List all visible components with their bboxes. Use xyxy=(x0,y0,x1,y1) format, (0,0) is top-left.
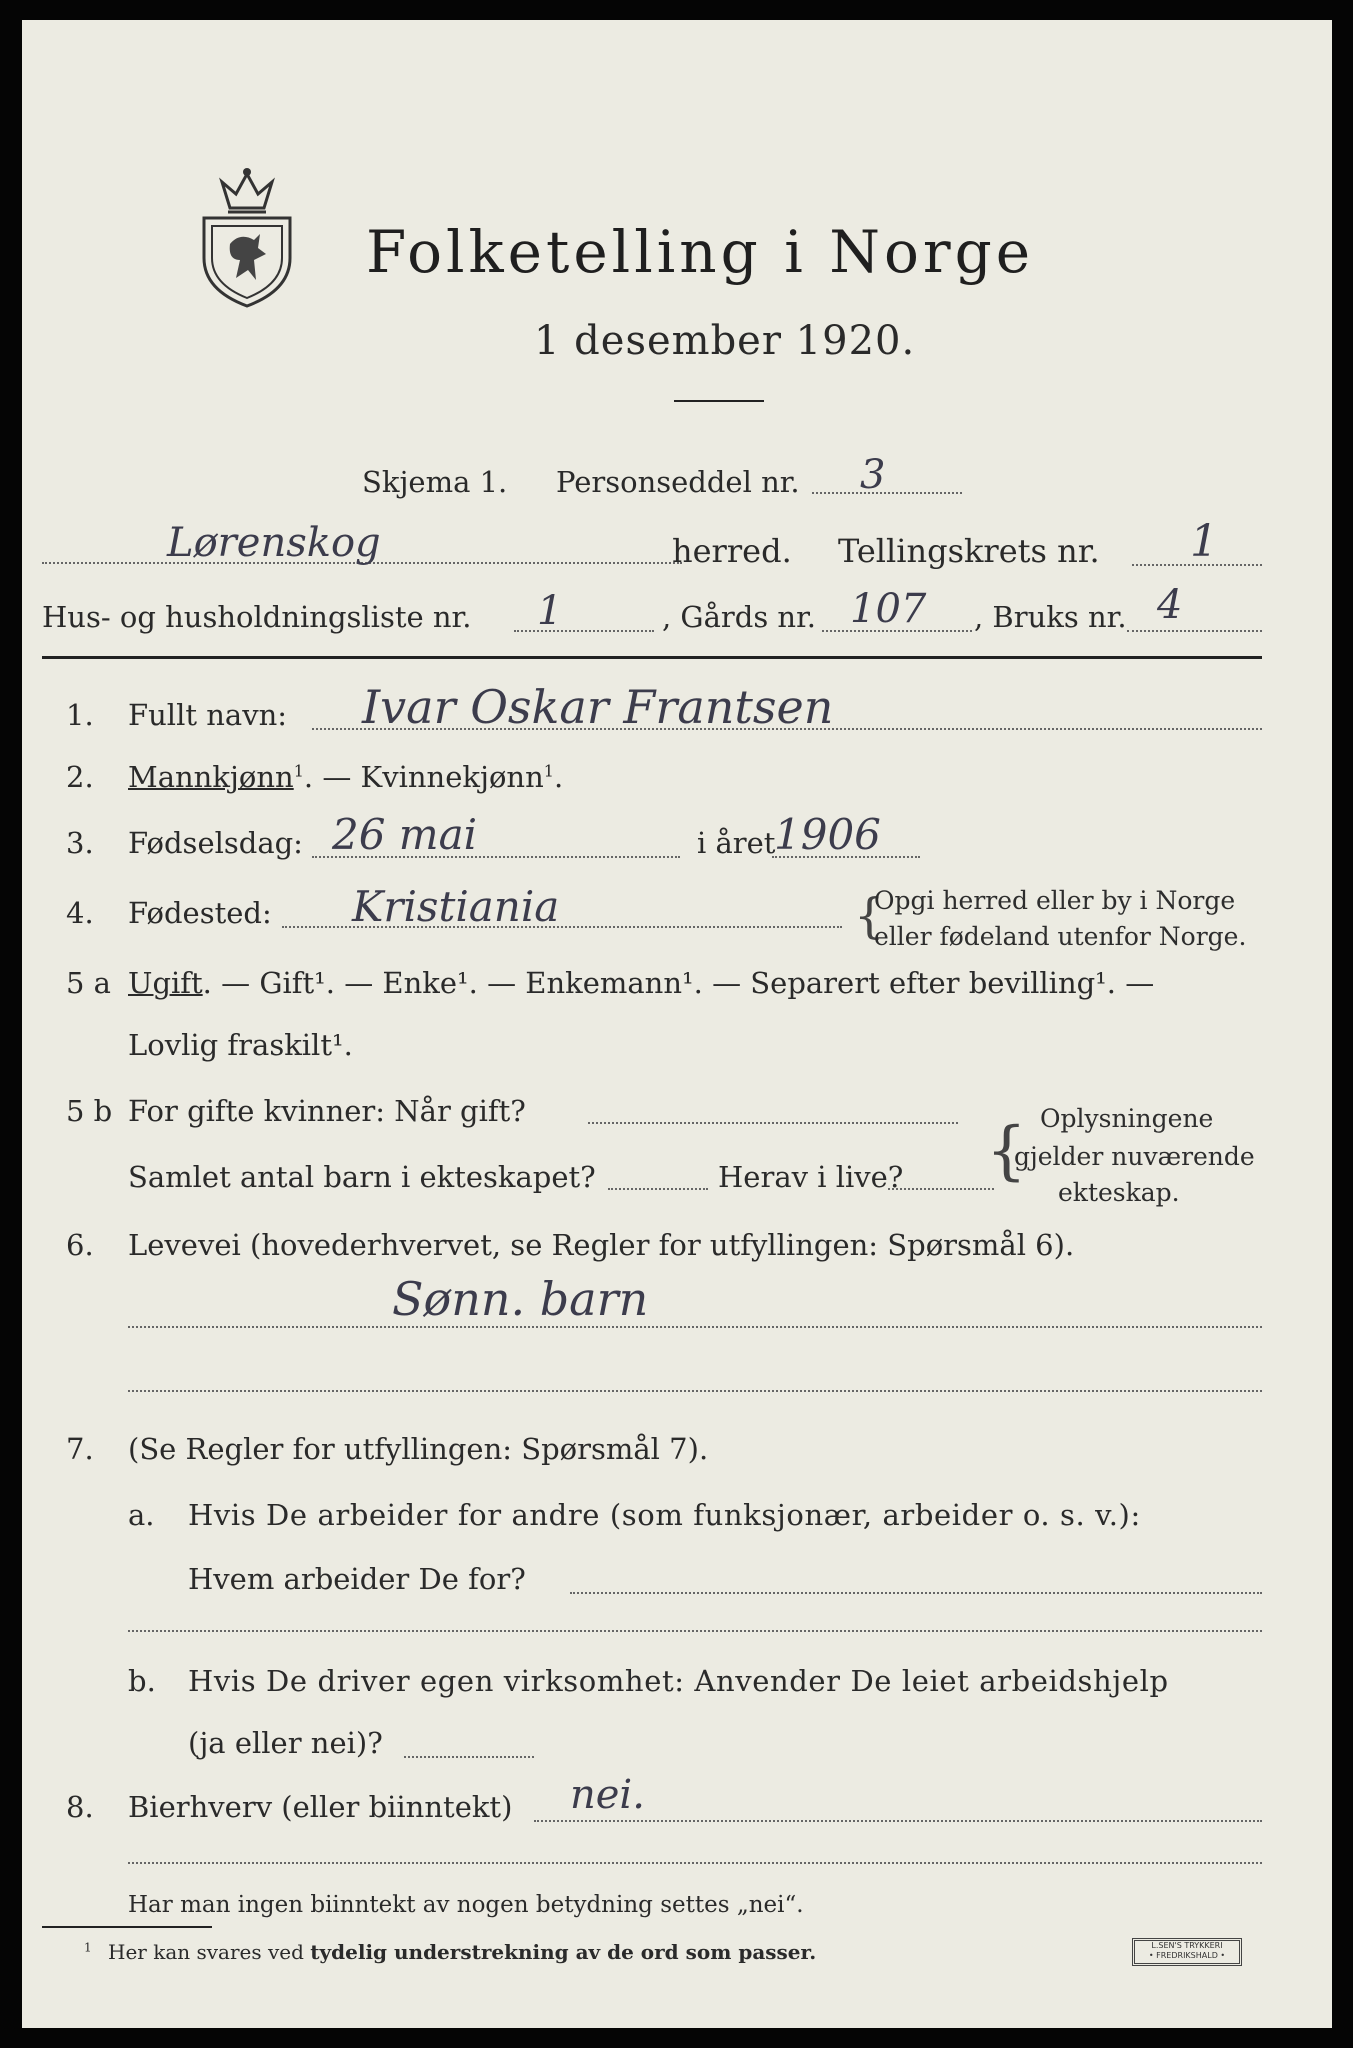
bruks-label: , Bruks nr. xyxy=(974,600,1127,634)
q2-rest: . — Kvinnekjønn xyxy=(303,760,544,794)
q7-label: (Se Regler for utfyllingen: Spørsmål 7). xyxy=(128,1432,709,1466)
q7b-letter: b. xyxy=(128,1664,156,1698)
q5a-number: 5 a xyxy=(66,966,111,1000)
herred-label: herred. xyxy=(672,532,792,570)
census-date: 1 desember 1920. xyxy=(534,318,916,364)
bruks-value[interactable]: 4 xyxy=(1157,582,1183,628)
footer-note: Har man ingen biinntekt av nogen betydning settes „nei“. xyxy=(128,1892,804,1918)
coat-of-arms-icon xyxy=(200,168,294,308)
q4-note-2: eller fødeland utenfor Norge. xyxy=(874,922,1247,951)
husliste-label: Hus- og husholdningsliste nr. xyxy=(42,600,472,634)
q4-number: 4. xyxy=(66,896,94,930)
q2-number: 2. xyxy=(66,760,94,794)
q2-footnote-mark-2: 1 xyxy=(543,761,554,781)
q5b-brace: { xyxy=(986,1114,1027,1188)
stamp-line-1: L.SEN'S TRYKKERI xyxy=(1151,1941,1223,1950)
skjema-label: Skjema 1. xyxy=(362,465,508,499)
q5b-note-2: gjelder nuværende xyxy=(1014,1142,1255,1171)
q8-value[interactable]: nei. xyxy=(570,1772,645,1818)
q5b-ilive-line xyxy=(888,1188,994,1190)
footnote-divider xyxy=(42,1926,212,1928)
footnote xyxy=(84,1940,816,1964)
tellingskrets-value[interactable]: 1 xyxy=(1190,516,1218,567)
q4-label: Fødested: xyxy=(128,896,272,930)
footnote-text: Her kan svares ved xyxy=(108,1940,304,1964)
q7b-label1: Hvis De driver egen virksomhet: Anvender De leiet arbeidshjelp xyxy=(188,1664,1169,1698)
q1-label: Fullt navn: xyxy=(128,698,288,732)
section-divider xyxy=(42,656,1262,659)
q4-note-1: Opgi herred eller by i Norge xyxy=(874,886,1236,915)
personseddel-line xyxy=(812,492,962,494)
husliste-line xyxy=(514,630,654,632)
q5b-label3: Herav i live? xyxy=(718,1160,904,1194)
q2-male-option[interactable]: Mannkjønn xyxy=(128,760,294,794)
q6-label: Levevei (hovederhvervet, se Regler for utfyllingen: Spørsmål 6). xyxy=(128,1228,1075,1262)
bruks-line xyxy=(1127,630,1262,632)
q8-label: Bierhverv (eller biinntekt) xyxy=(128,1790,513,1824)
tellingskrets-label: Tellingskrets nr. xyxy=(838,532,1100,570)
q7a-label1: Hvis De arbeider for andre (som funksjonær, arbeider o. s. v.): xyxy=(188,1498,1141,1532)
q5a-rest: . — Gift¹. — Enke¹. — Enkemann¹. — Separert efter bevilling¹. — xyxy=(202,966,1155,1000)
q6-value[interactable]: Sønn. barn xyxy=(392,1272,649,1326)
title-divider xyxy=(674,400,764,402)
q3-label: Fødselsdag: xyxy=(128,826,303,860)
q8-line-2 xyxy=(128,1862,1262,1864)
q5b-number: 5 b xyxy=(66,1094,113,1128)
q6-line-1 xyxy=(128,1326,1262,1328)
q3-year-label: i året xyxy=(697,826,776,860)
q3-year-value[interactable]: 1906 xyxy=(774,810,881,859)
q2-footnote-mark: 1 xyxy=(293,761,304,781)
q7a-line-2 xyxy=(128,1630,1262,1632)
q1-number: 1. xyxy=(66,698,94,732)
q5a-line1 xyxy=(128,966,1154,1000)
herred-value[interactable]: Lørenskog xyxy=(167,520,381,566)
gards-value[interactable]: 107 xyxy=(850,586,927,632)
q7b-line xyxy=(404,1756,534,1758)
printer-stamp xyxy=(1132,1938,1242,1966)
q4-value[interactable]: Kristiania xyxy=(352,882,560,931)
census-form xyxy=(22,20,1332,2028)
q7a-label2: Hvem arbeider De for? xyxy=(188,1562,526,1596)
q5b-note-3: ekteskap. xyxy=(1058,1178,1180,1207)
q2-options xyxy=(128,760,563,794)
q2-end: . xyxy=(553,760,564,794)
q5b-gift-line xyxy=(588,1122,958,1124)
personseddel-value[interactable]: 3 xyxy=(860,452,886,498)
q3-value[interactable]: 26 mai xyxy=(332,810,478,859)
q5b-label1: For gifte kvinner: Når gift? xyxy=(128,1094,526,1128)
q8-number: 8. xyxy=(66,1790,94,1824)
footnote-bold: tydelig understrekning av de ord som passer. xyxy=(310,1940,817,1964)
footnote-number: 1 xyxy=(84,1940,92,1955)
personseddel-label: Personseddel nr. xyxy=(556,465,800,499)
q5b-note-1: Oplysningene xyxy=(1040,1104,1214,1133)
q7a-line-1 xyxy=(570,1592,1262,1594)
q4-brace: { xyxy=(854,888,885,944)
gards-label: , Gårds nr. xyxy=(662,600,816,634)
q6-number: 6. xyxy=(66,1228,94,1262)
q5a-ugift-option[interactable]: Ugift xyxy=(128,966,203,1000)
q7a-letter: a. xyxy=(128,1498,155,1532)
q1-value[interactable]: Ivar Oskar Frantsen xyxy=(362,680,834,734)
q7-number: 7. xyxy=(66,1432,94,1466)
q5b-label2: Samlet antal barn i ekteskapet? xyxy=(128,1160,596,1194)
husliste-value[interactable]: 1 xyxy=(537,588,563,634)
q3-number: 3. xyxy=(66,826,94,860)
form-title: Folketelling i Norge xyxy=(366,218,1035,286)
q5b-barn-line xyxy=(608,1188,708,1190)
q8-line-1 xyxy=(534,1820,1262,1822)
q7b-label2: (ja eller nei)? xyxy=(188,1726,383,1760)
q6-line-2 xyxy=(128,1390,1262,1392)
q5a-line2: Lovlig fraskilt¹. xyxy=(128,1028,353,1062)
stamp-line-2: • FREDRIKSHALD • xyxy=(1148,1951,1226,1960)
